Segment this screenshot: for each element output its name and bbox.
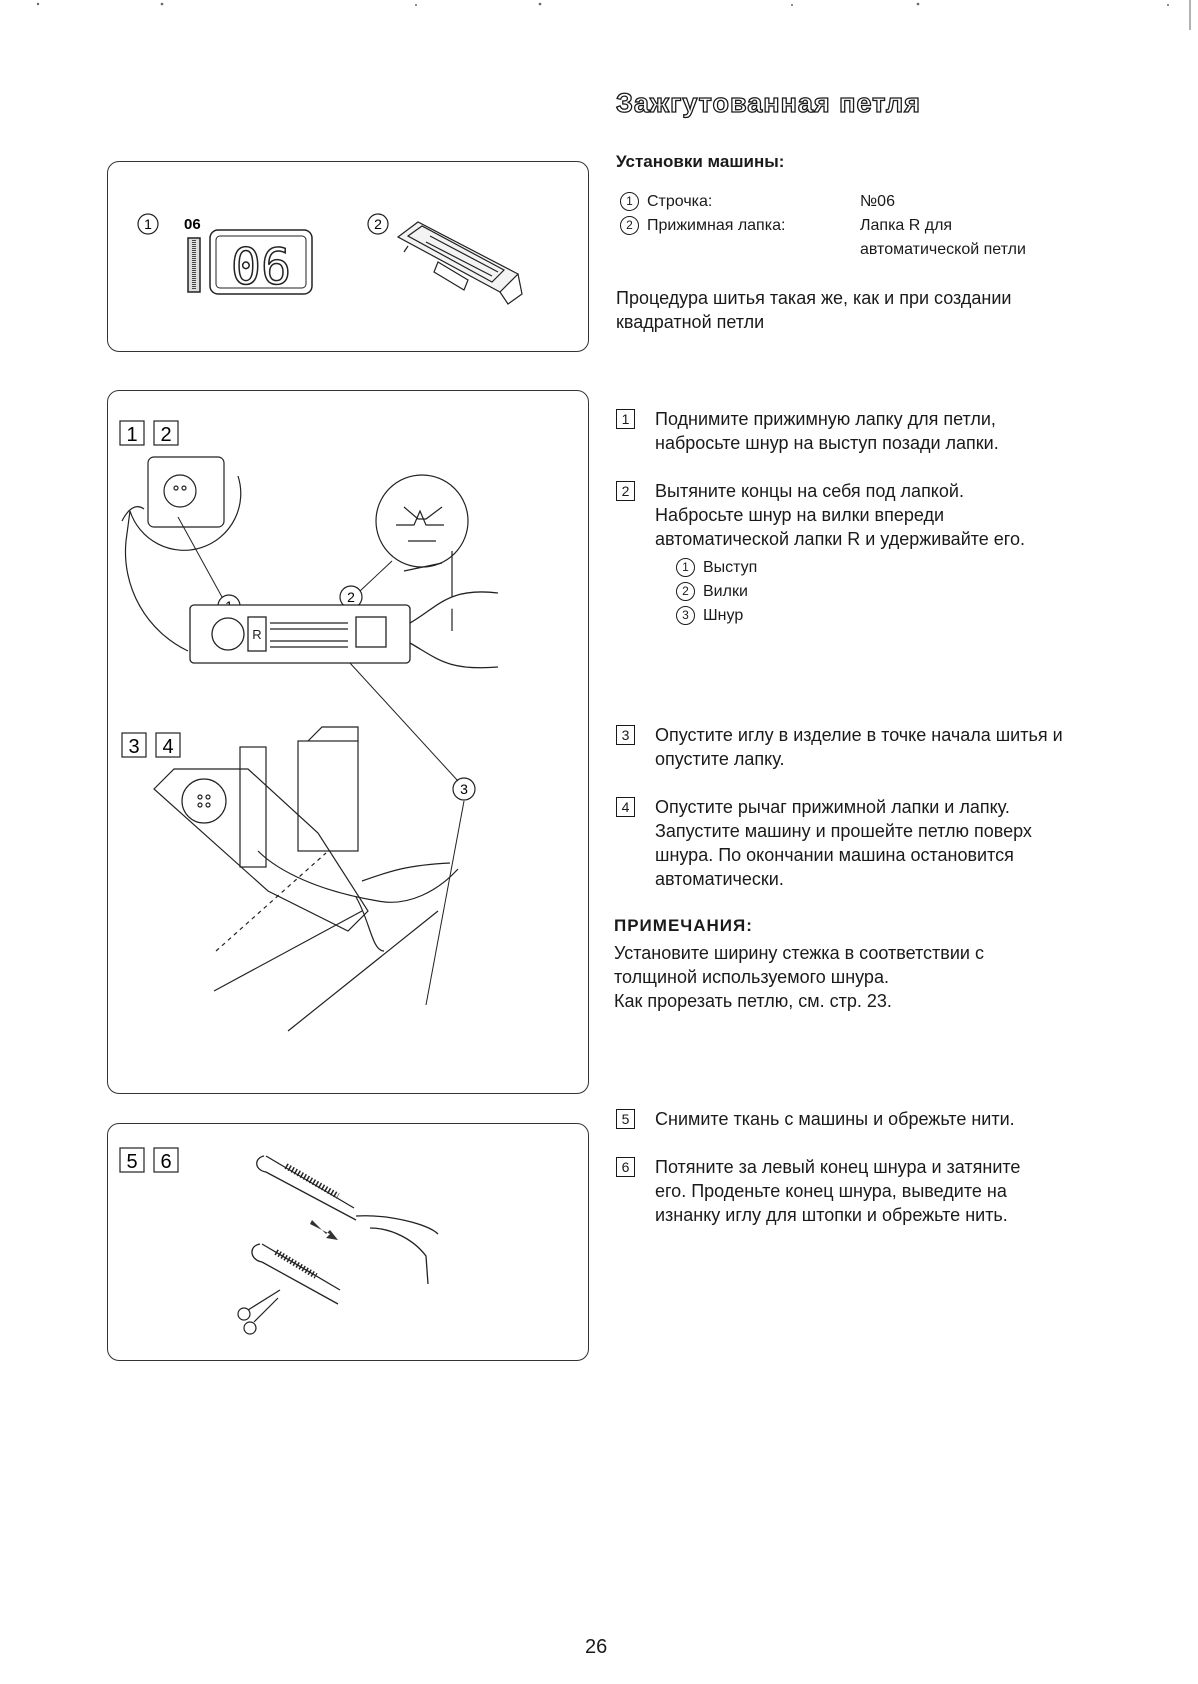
step-line: его. Проденьте конец шнура, выведите на <box>655 1181 1007 1201</box>
corded-buttonhole-sketch <box>257 1156 438 1284</box>
settings-value-cont: автоматической петли <box>860 241 1026 258</box>
step-box-5-label: 5 <box>126 1151 138 1173</box>
step-line: Снимите ткань с машины и обрежьте нити. <box>655 1109 1015 1129</box>
display-digits: 06 <box>230 238 292 296</box>
arrow-icon <box>310 1220 338 1240</box>
part-item <box>676 604 757 628</box>
step-box-3-label: 3 <box>128 736 140 758</box>
note-line: Как прорезать петлю, см. стр. 23. <box>614 991 892 1011</box>
step-4 <box>616 795 1136 891</box>
settings-table <box>620 190 1060 262</box>
step-line: Опустите иглу в изделие в точке начала шитья и <box>655 725 1063 745</box>
callout-3: 3 <box>460 781 468 797</box>
panel-machine-settings <box>107 161 589 352</box>
settings-value: Лапка R для <box>860 217 953 234</box>
part-label: Вилки <box>703 583 748 600</box>
step-box-6-label: 6 <box>160 1151 172 1173</box>
settings-label: Строчка: <box>647 193 713 210</box>
settings-num: 2 <box>620 216 639 235</box>
part-num: 1 <box>676 558 695 577</box>
step-3 <box>616 723 1136 771</box>
figure-mark-1: 1 <box>144 216 152 232</box>
notes-heading: ПРИМЕЧАНИЯ: <box>614 916 753 935</box>
step-line: шнура. По окончании машина остановится <box>655 845 1014 865</box>
intro-line: Процедура шитья такая же, как и при создании <box>616 288 1012 308</box>
intro-line: квадратной петли <box>616 312 765 332</box>
settings-value: №06 <box>860 193 895 210</box>
presser-foot-r-icon <box>398 222 522 304</box>
step-line: Набросьте шнур на вилки впереди <box>655 505 945 525</box>
leader-lines <box>178 517 464 1005</box>
part-item <box>676 580 757 604</box>
part-item <box>676 556 757 580</box>
step-line: Потяните за левый конец шнура и затяните <box>655 1157 1021 1177</box>
step-2 <box>616 479 1136 551</box>
settings-num: 1 <box>620 192 639 211</box>
step-line: Запустите машину и прошейте петлю поверх <box>655 821 1032 841</box>
part-num: 2 <box>676 582 695 601</box>
step-line: опустите лапку. <box>655 749 785 769</box>
note-line: толщиной используемого шнура. <box>614 967 889 987</box>
step-line: Поднимите прижимную лапку для петли, <box>655 409 996 429</box>
sewing-machine-foot-sketch <box>154 727 458 1031</box>
pattern-number-small: 06 <box>184 216 201 233</box>
settings-row-foot <box>620 214 1060 262</box>
figure-mark-2: 2 <box>374 216 382 232</box>
settings-heading: Установки машины: <box>616 152 785 171</box>
step-box-2-label: 2 <box>160 424 172 446</box>
step-number: 2 <box>616 481 635 501</box>
settings-row-stitch <box>620 190 1060 214</box>
step-5 <box>616 1107 1136 1131</box>
step-6 <box>616 1155 1136 1227</box>
step-line: автоматической лапки R и удерживайте его. <box>655 529 1025 549</box>
settings-label: Прижимная лапка: <box>647 217 786 234</box>
step-box-1-label: 1 <box>126 424 138 446</box>
panel-steps-1-4 <box>107 390 589 1094</box>
step-number: 6 <box>616 1157 635 1177</box>
part-label: Выступ <box>703 559 758 576</box>
foot-letter: R <box>252 627 262 642</box>
panel-steps-5-6 <box>107 1123 589 1361</box>
steps-1-4-figure <box>108 391 588 1093</box>
step-line: набросьте шнур на выступ позади лапки. <box>655 433 999 453</box>
page-number: 26 <box>585 1636 608 1658</box>
note-line: Установите ширину стежка в соответствии с <box>614 943 984 963</box>
step-number: 1 <box>616 409 635 429</box>
part-num: 3 <box>676 606 695 625</box>
step-line: изнанку иглу для штопки и обрежьте нить. <box>655 1205 1008 1225</box>
step-number: 5 <box>616 1109 635 1129</box>
step-line: Опустите рычаг прижимной лапки и лапку. <box>655 797 1010 817</box>
step-line: Вытяните концы на себя под лапкой. <box>655 481 964 501</box>
callout-2: 2 <box>347 589 355 605</box>
scan-marks <box>0 0 1198 30</box>
trimmed-buttonhole-sketch <box>252 1244 340 1304</box>
settings-figure <box>108 162 588 351</box>
step-box-4-label: 4 <box>162 736 174 758</box>
step-number: 4 <box>616 797 635 817</box>
scissors-icon <box>238 1290 280 1334</box>
step-1 <box>616 407 1136 455</box>
part-label: Шнур <box>703 607 744 624</box>
page-title: Зажгутованная петля <box>616 88 921 118</box>
step-line: автоматически. <box>655 869 784 889</box>
parts-list <box>676 556 757 628</box>
steps-5-6-figure <box>108 1124 588 1360</box>
notes-body <box>614 941 984 1013</box>
intro-paragraph <box>616 286 1011 334</box>
step-number: 3 <box>616 725 635 745</box>
